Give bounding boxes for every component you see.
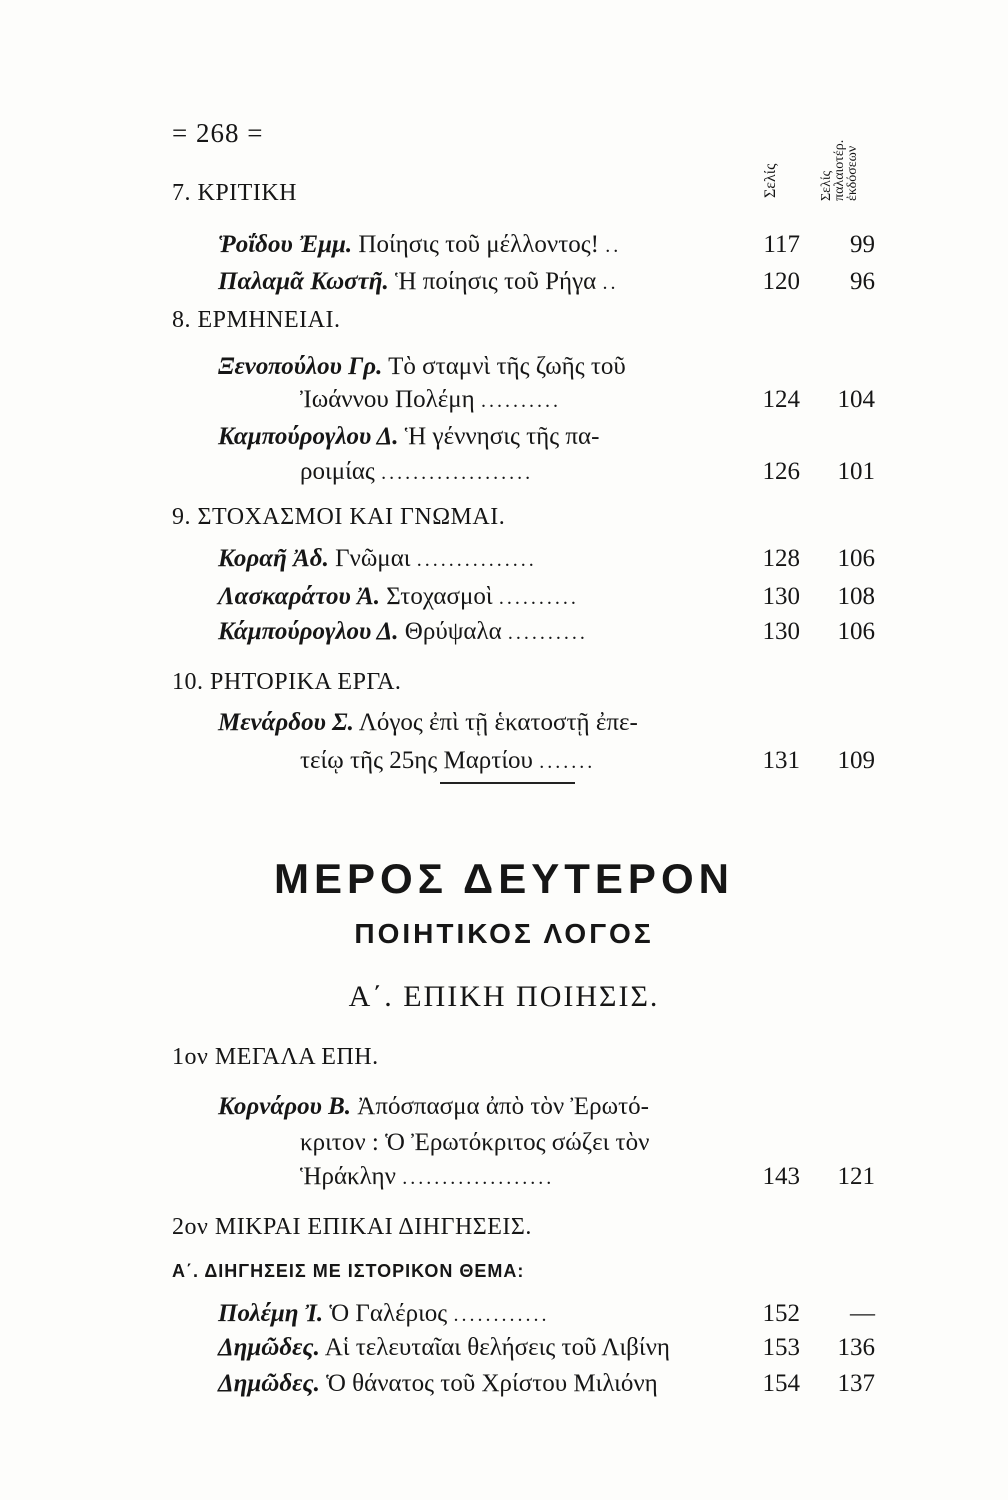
entry-author: Ῥοΐδου Ἐμμ.	[218, 231, 353, 258]
toc-entry-continuation: τείῳ τῆς 25ης Μαρτίου .......	[300, 744, 595, 778]
page-ref: 130	[762, 583, 800, 610]
toc-entry-polemis	[218, 1297, 549, 1331]
part-title: ΜΕΡΟΣ ΔΕΥΤΕΡΟΝ	[274, 855, 734, 902]
old-page-ref: 106	[837, 618, 875, 645]
entry-title: Ποίησις τοῦ μέλλοντος!	[358, 231, 599, 258]
entry-title: Ἀπόσπασμα ἀπὸ τὸν Ἐρωτό-	[357, 1093, 649, 1120]
entry-title: Ὁ Γαλέριος	[329, 1300, 448, 1327]
entry-title: Στοχασμοὶ	[386, 583, 493, 610]
section-heading-9: 9. ΣΤΟΧΑΣΜΟΙ ΚΑΙ ΓΝΩΜΑΙ.	[172, 504, 506, 530]
toc-entry-folk-milionis	[218, 1367, 658, 1401]
entry-title: Ἡ ποίησις τοῦ Ρήγα	[394, 268, 597, 295]
page-ref: 154	[762, 1370, 800, 1397]
old-page-ref: 109	[837, 747, 875, 774]
toc-entry-continuation: Ἰωάννου Πολέμη ..........	[300, 383, 561, 417]
entry-author: Πολέμη Ἰ.	[218, 1300, 324, 1327]
leader-dots: ..	[605, 235, 622, 257]
entry-author: Δημῶδες.	[218, 1334, 320, 1361]
entry-author: Κοραῆ Ἀδ.	[218, 545, 329, 572]
entry-author: Καμπούρογλου Δ.	[218, 423, 399, 450]
entry-title: Λόγος ἐπὶ τῇ ἑκατοστῇ ἐπε-	[358, 709, 638, 736]
subsection-heading-2: 2ον ΜΙΚΡΑΙ ΕΠΙΚΑΙ ΔΙΗΓΗΣΕΙΣ.	[172, 1214, 532, 1240]
entry-author: Ξενοπούλου Γρ.	[218, 353, 383, 380]
entry-author: Δημῶδες.	[218, 1370, 320, 1397]
entry-author: Κάμπούρογλου Δ.	[218, 618, 399, 645]
old-page-ref: 136	[837, 1334, 875, 1361]
entry-title: Τὸ σταμνὶ τῆς ζωῆς τοῦ	[388, 353, 626, 380]
leader-dots: ...............	[416, 549, 537, 571]
old-page-ref: 106	[837, 545, 875, 572]
entry-author: Κορνάρου Β.	[218, 1093, 352, 1120]
page-ref: 131	[762, 747, 800, 774]
toc-entry-menardos	[218, 706, 638, 740]
leader-dots: ..........	[498, 587, 579, 609]
toc-entry-laskaratos	[218, 580, 579, 614]
leader-dots: ...................	[381, 462, 534, 484]
toc-entry-palamas	[218, 265, 619, 299]
column-header-old-edition: Σελίς παλαιοτέρ. ἐκδόσεων	[819, 139, 860, 201]
toc-entry-roidis	[218, 228, 621, 262]
toc-entry-continuation: κριτον : Ὁ Ἐρωτόκριτος σώζει τὸν	[300, 1129, 650, 1156]
entry-author: Λασκαράτου Ἀ.	[218, 583, 380, 610]
page-ref: 124	[762, 386, 800, 413]
toc-entry-kambouroglou-2	[218, 615, 588, 649]
entry-title: Αἱ τελευταῖαι θελήσεις τοῦ Λιβίνη	[324, 1334, 671, 1361]
page-ref: 153	[762, 1334, 800, 1361]
part-section-heading: Α΄. ΕΠΙΚΗ ΠΟΙΗΣΙΣ.	[348, 980, 660, 1013]
page-ref: 130	[762, 618, 800, 645]
old-page-ref: 96	[850, 268, 875, 295]
toc-entry-kambouroglou	[218, 420, 599, 454]
toc-entry-continuation: Ἡράκλην ...................	[300, 1160, 554, 1194]
old-page-ref: 121	[837, 1163, 875, 1190]
section-heading-8: 8. ΕΡΜΗΝΕΙΑΙ.	[172, 307, 341, 333]
leader-dots: ..	[602, 272, 619, 294]
toc-entry-korais	[218, 542, 537, 576]
old-page-ref: —	[850, 1300, 875, 1327]
old-page-ref: 137	[837, 1370, 875, 1397]
section-heading-7: 7. ΚΡΙΤΙΚΗ	[172, 180, 297, 206]
page-ref: 117	[763, 231, 800, 258]
page-number: = 268 =	[172, 118, 264, 148]
leader-dots: ...................	[402, 1167, 555, 1189]
old-page-ref: 108	[837, 583, 875, 610]
toc-entry-folk-livinis	[218, 1331, 670, 1365]
page-ref: 120	[762, 268, 800, 295]
old-page-ref: 104	[837, 386, 875, 413]
old-page-ref: 99	[850, 231, 875, 258]
page-ref: 152	[762, 1300, 800, 1327]
leader-dots: .......	[539, 751, 596, 773]
page-ref: 126	[762, 458, 800, 485]
section-heading-10: 10. ΡΗΤΟΡΙΚΑ ΕΡΓΑ.	[172, 669, 402, 695]
column-header-page: Σελίς	[762, 163, 779, 198]
toc-entry-xenopoulos	[218, 350, 626, 384]
page-ref: 128	[762, 545, 800, 572]
toc-entry-kornaros	[218, 1090, 649, 1124]
page-ref: 143	[762, 1163, 800, 1190]
part-subtitle: ΠΟΙΗΤΙΚΟΣ ΛΟΓΟΣ	[354, 918, 654, 949]
subsection-heading-1: 1ον ΜΕΓΑΛΑ ΕΠΗ.	[172, 1044, 379, 1070]
entry-author: Παλαμᾶ Κωστῆ.	[218, 268, 389, 295]
entry-author: Μενάρδου Σ.	[218, 709, 354, 736]
toc-entry-continuation: ροιμίας ...................	[300, 455, 533, 489]
subsection-heading-2a: Α΄. ΔΙΗΓΗΣΕΙΣ ΜΕ ΙΣΤΟΡΙΚΟΝ ΘΕΜΑ:	[172, 1261, 525, 1281]
leader-dots: ..........	[480, 390, 561, 412]
entry-title: Ἡ γέννησις τῆς πα-	[404, 423, 600, 450]
entry-title: Γνῶμαι	[335, 545, 411, 572]
leader-dots: ..........	[507, 622, 588, 644]
divider-rule	[440, 782, 575, 784]
old-page-ref: 101	[837, 458, 875, 485]
leader-dots: ............	[453, 1304, 550, 1326]
entry-title: Θρύψαλα	[404, 618, 502, 645]
entry-title: Ὁ θάνατος τοῦ Χρίστου Μιλιόνη	[326, 1370, 658, 1397]
